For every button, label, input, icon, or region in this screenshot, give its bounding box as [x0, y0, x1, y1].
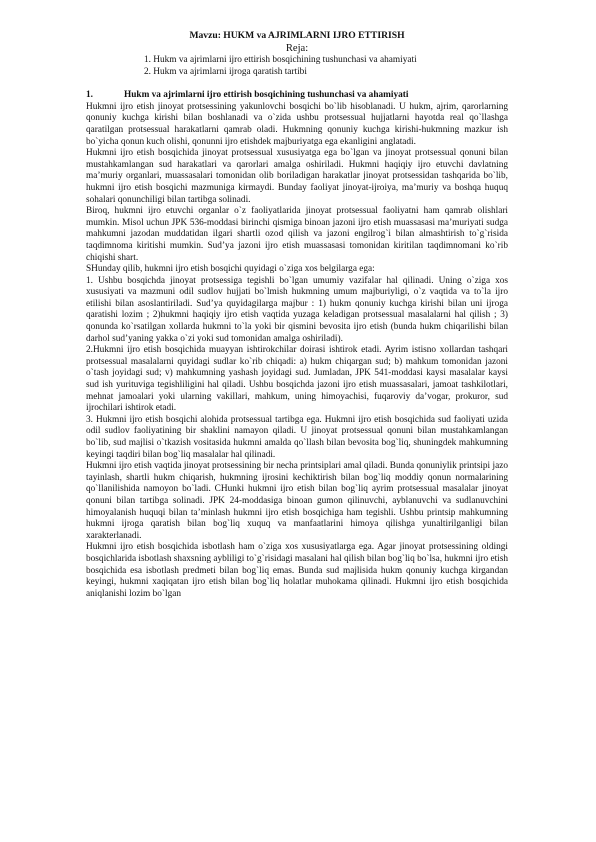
paragraph: Biroq, hukmni ijro etuvchi organlar o`z faoliyatlarida jinoyat protsessual faoliyatni ham qamrab olishlari mumkin. Misol uchun JPK 536-moddasi birinchi qismiga binoan jazoni ijro etish muassasasi ma’muriyati sudga mahkumni jazodan muddatidan ilgari shartli ozod qilish va jazoni engilrog`i bilan almashtirish to`g`risida taqdimnoma kiritishi mumkin. Sud’ya jazoni ijro etish muassasasi tomonidan kiritilan taqdimnomani ko`rib chiqishi shart. [86, 206, 508, 263]
spacer [86, 78, 508, 90]
body-text [86, 102, 508, 601]
paragraph: SHunday qilib, hukmni ijro etish bosqichi quyidagi o`ziga xos belgilarga ega: [86, 264, 375, 275]
paragraph: Hukmni ijro etish jinoyat protsessining yakunlovchi bosqichi bo`lib hisoblanadi. U hukm, ajrim, qarorlarning qonuniy kuchga kirishi bilan boshlanadi va o`zida ushbu protsessual hujjatlarni hayotda real qo`llashga qaratilgan protsessual harakatlarni qamrab oladi. Hukmning qonuniy kuchga kirishi-hukmning mazkur ish bo`yicha qonun kuch olishi, qonunni ijro etishdek majburiyatga ega ekanligini anglatadi. [86, 101, 508, 147]
plan-item: 1. Hukm va ajrimlarni ijro ettirish bosqichining tushunchasi va ahamiyati [144, 55, 417, 65]
plan-item: 2. Hukm va ajrimlarni ijroga qaratish tartibi [144, 66, 307, 77]
section-number: 1. [86, 90, 93, 101]
paragraph: 3. Hukmni ijro etish bosqichi alohida protsessual tartibga ega. Hukmni ijro etish bosqichida sud faoliyati uzida odil sudlov faoliyatining bir shaklini namayon qiladi. U jinoyat protsessual qonuni bilan mustahkamlangan bo`lib, sud majlisi o`tkazish vositasida hukmni amalda qo`llash bilan bevosita bog`liq, shuningdek mahkumning keyingi taqdiri bilan bog`liq masalalar hal qilinadi. [86, 414, 508, 460]
paragraph: 2.Hukmni ijro etish bosqichida muayyan ishtirokchilar doirasi ishtirok etadi. Ayrim istisno xollardan tashqari protsessual masalalarni quyidagi sudlar ko`rib chiqadi: a) hukm chiqargan sud; b) mahkum tomonidan jazoni o`tash joyidagi sud; v) mahkumning yashash joyidagi sud. Jumladan, JPK 541-moddasi kaysi masalalar kaysi sud ish yurituviga tegishliligini hal qiladi. Ushbu bosqichda jazoni ijro etish muassasalari, jamoat tashkilotlari, mehnat jamoalari yoki ularning vakillari, mahkum, uning himoyachisi, fuqaroviy da’vogar, prokuror, sud ijrochilari ishtirok etadi. [86, 345, 508, 414]
paragraph: 1. Ushbu bosqichda jinoyat protsessiga tegishli bo`lgan umumiy vazifalar hal qilinadi. Uning o`ziga xos xususiyati va mazmuni odil sudlov hujjati bo`lmish hukmning umum majburiyligi, o`z vaqtida va to`la ijro etilishi bilan asoslantiriladi. Sud’ya quyidagilarga majbur : 1) hukm qonuniy kuchga kirishi bilan uni ijroga qaratishi lozim ; 2)hukmni haqiqiy ijro etish vaqtida yuzaga keladigan protsessual masalalarni hal qilish ; 3) qonunda ko`rsatilgan xollarda hukmni to`la yoki bir qismini bevosita ijro etish (bunda hukm chiqarilishi bilan darhol sud’yaning yakka o`zi yoki sud tomonidan amalga oshiriladi). [86, 275, 508, 344]
paragraph: Hukmni ijro etish bosqichida isbotlash ham o`ziga xos xususiyatlarga ega. Agar jinoyat protsessining oldingi bosqichlarida isbotlash shaxsning aybliligi to`g`risidagi masalani hal qilish bilan bog`liq bo`lsa, hukmni ijro etish bosqichida esa isbotlash predmeti bilan bog`liq emas. Bunda sud majlisida hukm qonuniy kuchga kirgandan keyingi, hukmni xaqiqatan ijro etish bilan bog`liq holatlar muhokama qilinadi. Hukmni ijro etish bosqichida aniqlanishi lozim bo`lgan [86, 542, 508, 599]
paragraph: Hukmni ijro etish vaqtida jinoyat protsessining bir necha printsiplari amal qiladi. Bunda qonuniylik printsipi jazo tayinlash, shartli hukm chiqarish, hukmning ijrosini kechiktirish bilan bog`liq moddiy qonun normalarining qo`llanilishida namoyon bo`ladi. CHunki hukmni ijro etish bilan bog`liq ayrim protsessual masalalar jinoyat qonuni bilan tartibga solinadi. JPK 24-moddasiga binoan gumon qilinuvchi, ayblanuvchi va sudlanuvchini himoyalanish huquqi bilan ta’minlash hukmni ijro etish bosqichiga ham tegishli. Ushbu printsip mahkumning hukmni ijroga qaratish bilan bog`liq xuquq va manfaatlarini himoya qilishga yunaltirilganligi bilan xarakterlanadi. [86, 461, 508, 541]
section-title: Hukm va ajrimlarni ijro ettirish bosqichining tushunchasi va ahamiyati [124, 90, 409, 101]
paragraph: Hukmni ijro etish bosqichida jinoyat protsessual xususiyatga ega bo`lgan va jinoyat protsessual qonuni bilan mustahkamlangan sud harakatlari va qarorlari amalga oshiriladi. Hukmni haqiqiy ijro etuvchi davlatning ma’muriy organlari, muassasalari tomonidan olib boriladigan harakatlar jinoyat protsessidan tashqarida bo`lib, hukmni ijro etish bosqichi mazmuniga kirmaydi. Bunday faoliyat jinoyat-ijroiya, ma’muriy va boshqa huquq sohalari qonunchiligi bilan tartibga solinadi. [86, 148, 508, 205]
plan-label: Reja: [285, 43, 309, 54]
document-title: Mavzu: HUKM va AJRIMLARNI IJRO ETTIRISH [189, 30, 405, 41]
plan-list [144, 55, 508, 78]
section-heading [86, 90, 508, 102]
